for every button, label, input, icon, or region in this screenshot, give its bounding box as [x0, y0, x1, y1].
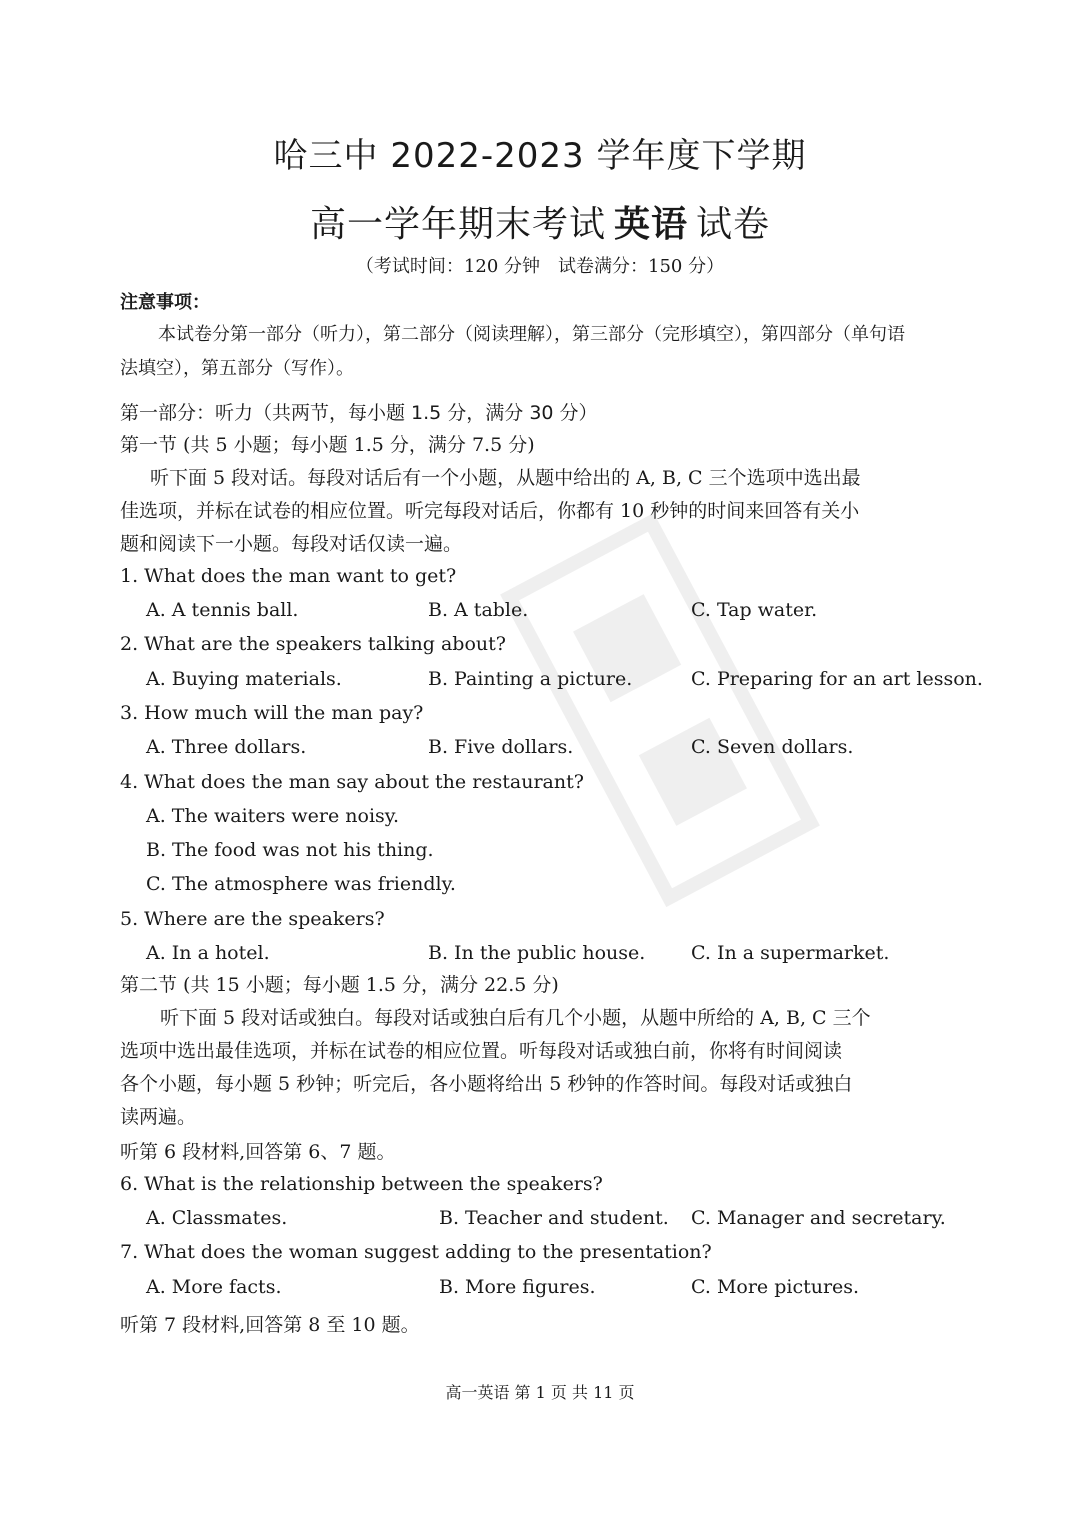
exam-info: （考试时间：120 分钟 试卷满分：150 分）	[355, 256, 725, 277]
option-b: B. Painting a picture.	[428, 668, 633, 690]
option-a: A. Three dollars.	[146, 736, 307, 758]
page-title: 哈三中 2022-2023 学年度下学期	[273, 136, 807, 176]
question-stem: 2. What are the speakers talking about?	[120, 633, 506, 655]
question-stem: 1. What does the man want to get?	[120, 565, 457, 587]
notice-line-1: 本试卷分第一部分（听力），第二部分（阅读理解），第三部分（完形填空），第四部分（单句语	[158, 324, 905, 345]
option-a: A. A tennis ball.	[146, 599, 299, 621]
material-7-note: 听第 7 段材料,回答第 8 至 10 题。	[120, 1314, 420, 1336]
option-a: A. The waiters were noisy.	[146, 805, 400, 827]
material-6-note: 听第 6 段材料,回答第 6、7 题。	[120, 1141, 396, 1163]
question-stem: 7. What does the woman suggest adding to the presentation?	[120, 1241, 712, 1263]
option-c: C. Manager and secretary.	[691, 1207, 946, 1229]
exam-title-pre: 高一学年期末考试	[309, 204, 606, 245]
section1-instr-2: 佳选项，并标在试卷的相应位置。听完每段对话后，你都有 10 秒钟的时间来回答有关小	[120, 500, 860, 522]
section1-instr-3: 题和阅读下一小题。每段对话仅读一遍。	[120, 533, 463, 555]
option-a: A. In a hotel.	[146, 942, 270, 964]
option-a: A. Buying materials.	[146, 668, 342, 690]
option-c: C. Tap water.	[691, 599, 818, 621]
option-a: A. More facts.	[146, 1276, 282, 1298]
notice-heading: 注意事项：	[120, 292, 210, 313]
option-c: C. More pictures.	[691, 1276, 860, 1298]
exam-title	[0, 196, 1080, 247]
option-b: B. Five dollars.	[428, 736, 574, 758]
option-c: C. The atmosphere was friendly.	[146, 873, 456, 895]
section1-heading: 第一节 (共 5 小题；每小题 1.5 分，满分 7.5 分)	[120, 434, 535, 456]
option-b: B. In the public house.	[428, 942, 646, 964]
section1-instr-1: 听下面 5 段对话。每段对话后有一个小题，从题中给出的 A, B, C 三个选项中选出最	[150, 467, 861, 489]
option-b: B. More figures.	[439, 1276, 596, 1298]
exam-title-post: 试卷	[696, 204, 771, 245]
section2-instr-2: 选项中选出最佳选项，并标在试卷的相应位置。听每段对话或独白前，你将有时间阅读	[120, 1040, 843, 1062]
watermark-shape	[483, 495, 838, 924]
option-b: B. The food was not his thing.	[146, 839, 434, 861]
exam-subject: 英语	[613, 204, 688, 245]
option-c: C. Preparing for an art lesson.	[691, 668, 983, 690]
option-b: B. Teacher and student.	[439, 1207, 669, 1229]
option-b: B. A table.	[428, 599, 529, 621]
option-a: A. Classmates.	[146, 1207, 288, 1229]
part1-heading: 第一部分：听力（共两节，每小题 1.5 分，满分 30 分）	[120, 402, 598, 424]
page-footer: 高一英语 第 1 页 共 11 页	[445, 1383, 635, 1402]
option-c: C. Seven dollars.	[691, 736, 854, 758]
option-c: C. In a supermarket.	[691, 942, 890, 964]
question-stem: 3. How much will the man pay?	[120, 702, 424, 724]
section2-instr-3: 各个小题，每小题 5 秒钟；听完后，各小题将给出 5 秒钟的作答时间。每段对话或独白	[120, 1073, 853, 1095]
question-stem: 6. What is the relationship between the speakers?	[120, 1173, 603, 1195]
question-stem: 5. Where are the speakers?	[120, 908, 385, 930]
question-stem: 4. What does the man say about the restaurant?	[120, 771, 584, 793]
section2-heading: 第二节 (共 15 小题；每小题 1.5 分，满分 22.5 分)	[120, 974, 559, 996]
notice-line-2: 法填空），第五部分（写作）。	[120, 358, 354, 379]
section2-instr-4: 读两遍。	[120, 1106, 197, 1128]
section2-instr-1: 听下面 5 段对话或独白。每段对话或独白后有几个小题，从题中所给的 A, B, C 三个	[160, 1007, 871, 1029]
